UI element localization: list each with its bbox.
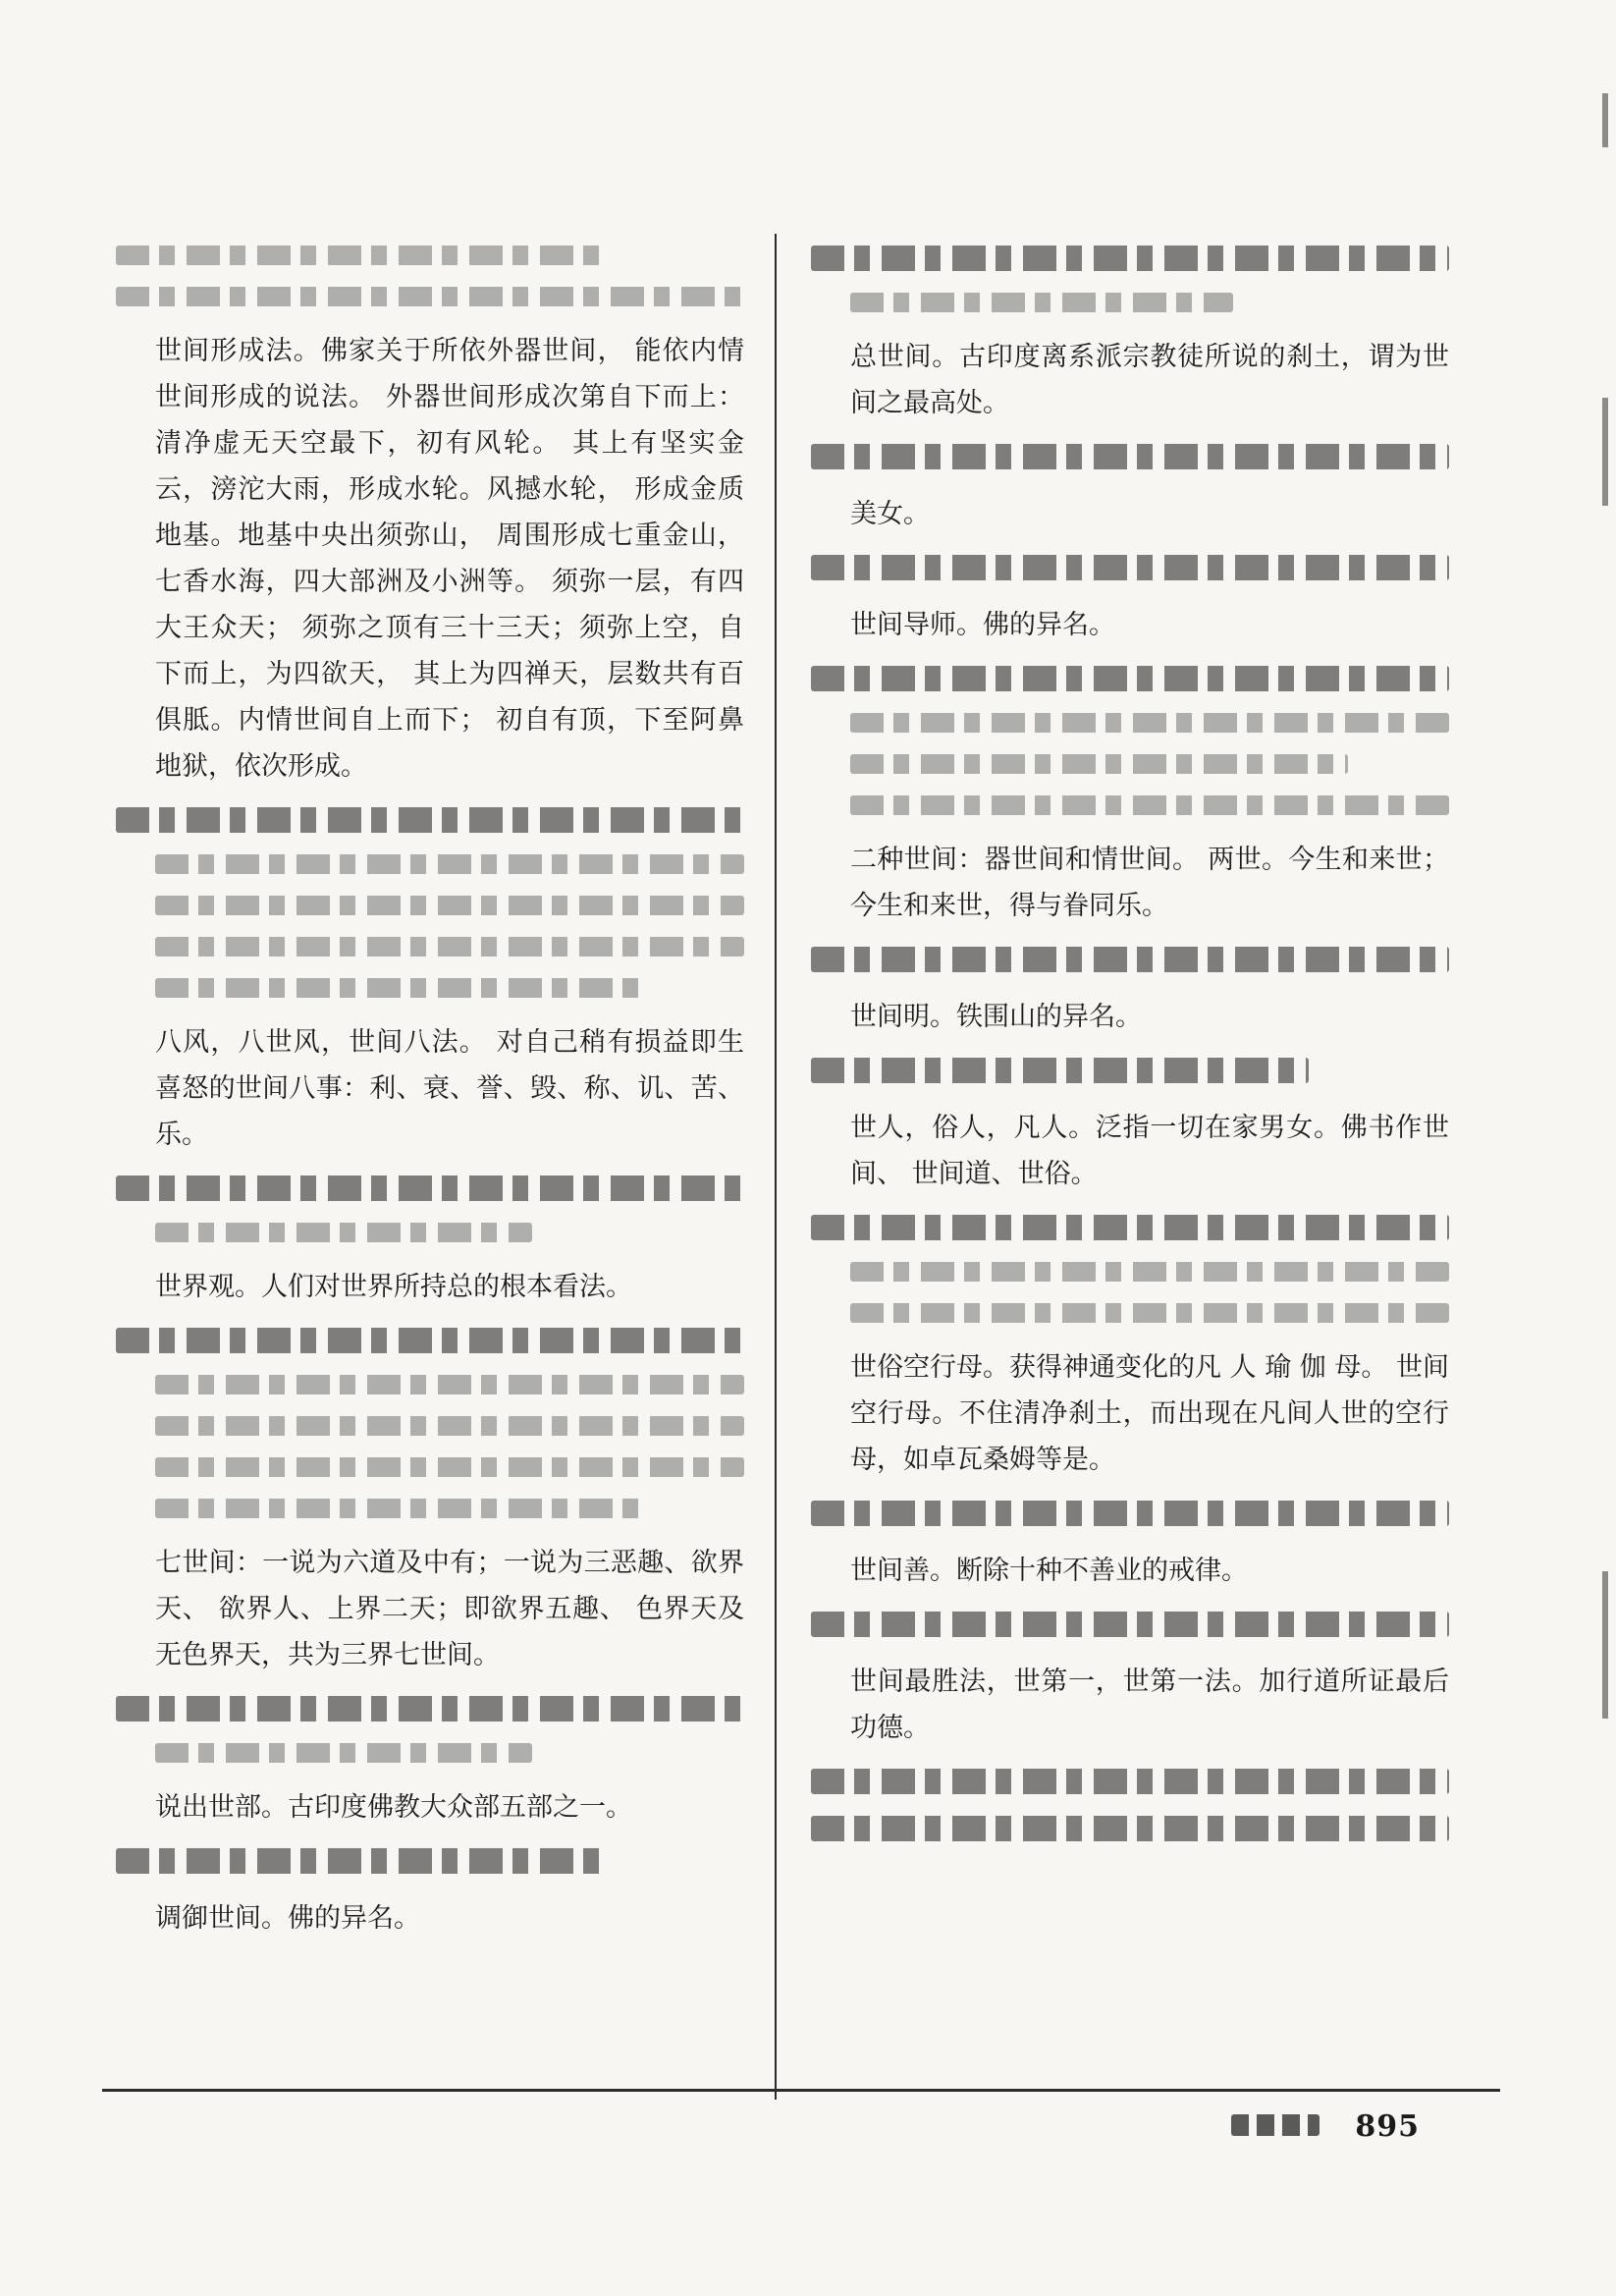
- dictionary-entry: [811, 444, 1449, 537]
- dictionary-entry: [811, 246, 1449, 426]
- tibetan-headword: [811, 555, 1449, 580]
- left-column: [116, 228, 744, 1957]
- tibetan-gloss-line: [850, 795, 1449, 815]
- tibetan-gloss-line: [155, 854, 744, 874]
- scan-edge-mark: [1602, 398, 1608, 506]
- tibetan-headword: [811, 246, 1449, 271]
- chinese-definition: 世间善。断除十种不善业的戒律。: [850, 1556, 1248, 1586]
- chinese-definition: 美女。: [850, 499, 930, 529]
- tibetan-headword: [116, 1696, 744, 1722]
- tibetan-headword: [811, 1612, 1449, 1637]
- tibetan-gloss-line: [155, 1743, 532, 1763]
- tibetan-headword: [811, 1501, 1449, 1526]
- tibetan-headword: [811, 1769, 1449, 1794]
- chinese-definition: 八风，八世风，世间八法。 对自己稍有损益即生喜怒的世间八事：利、衰、誉、毁、称、讥、苦、乐。: [155, 1027, 744, 1150]
- tibetan-gloss-line: [155, 1457, 744, 1477]
- dictionary-entry: [116, 807, 744, 1158]
- tibetan-headword: [811, 1058, 1309, 1083]
- dictionary-entry: [811, 1058, 1449, 1197]
- chinese-definition: 调御世间。佛的异名。: [155, 1903, 420, 1934]
- dictionary-entry: [116, 246, 744, 790]
- tibetan-gloss-line: [116, 246, 606, 265]
- tibetan-gloss-line: [155, 1416, 744, 1436]
- tibetan-headword: [116, 1175, 744, 1201]
- tibetan-headword: [116, 1328, 744, 1353]
- tibetan-gloss-line: [116, 287, 744, 306]
- chinese-definition: 总世间。古印度离系派宗教徒所说的刹土，谓为世间之最高处。: [850, 342, 1449, 418]
- tibetan-headword: [811, 666, 1449, 691]
- tibetan-gloss-line: [155, 978, 645, 998]
- chinese-definition: 世人，俗人，凡人。泛指一切在家男女。佛书作世间、 世间道、世俗。: [850, 1113, 1449, 1189]
- tibetan-gloss-line: [850, 754, 1348, 774]
- chinese-definition: 说出世部。古印度佛教大众部五部之一。: [155, 1792, 632, 1823]
- column-divider: [775, 234, 777, 2100]
- dictionary-entry: [811, 1769, 1449, 1841]
- tibetan-gloss-line: [850, 1262, 1449, 1282]
- tibetan-gloss-line: [155, 937, 744, 957]
- chinese-definition: 世俗空行母。获得神通变化的凡 人 瑜 伽 母。 世间空行母。不住清净刹土，而出现在凡间人世的空行母，如卓瓦桑姆等是。: [850, 1352, 1449, 1475]
- chinese-definition: 二种世间：器世间和情世间。 两世。今生和来世； 今生和来世，得与眷同乐。: [850, 845, 1449, 921]
- tibetan-headword: [116, 1848, 606, 1874]
- tibetan-gloss-line: [155, 1375, 744, 1394]
- tibetan-gloss-line: [155, 896, 744, 915]
- chinese-definition: 世间导师。佛的异名。: [850, 610, 1115, 640]
- scan-edge-mark: [1602, 93, 1608, 147]
- chinese-definition: 七世间：一说为六道及中有；一说为三恶趣、欲界天、 欲界人、上界二天；即欲界五趣、 色界天及无色界天，共为三界七世间。: [155, 1548, 744, 1670]
- tibetan-headword: [811, 1816, 1449, 1841]
- dictionary-entry: [116, 1328, 744, 1678]
- tibetan-gloss-line: [155, 1499, 645, 1518]
- chinese-definition: 世间最胜法，世第一，世第一法。加行道所证最后功德。: [850, 1667, 1449, 1743]
- right-column: [811, 228, 1449, 1863]
- tibetan-gloss-line: [850, 713, 1449, 733]
- dictionary-entry: [811, 947, 1449, 1040]
- page-number: 895: [1355, 2109, 1420, 2144]
- dictionary-entry: [811, 1215, 1449, 1483]
- dictionary-entry: [116, 1848, 744, 1941]
- dictionary-entry: [811, 1501, 1449, 1594]
- chinese-definition: 世间明。铁围山的异名。: [850, 1002, 1142, 1032]
- page-footer: [1231, 2109, 1420, 2144]
- scan-edge-mark: [1602, 1571, 1608, 1719]
- tibetan-headword: [116, 807, 744, 833]
- tibetan-headword: [811, 947, 1449, 972]
- tibetan-gloss-line: [850, 293, 1233, 312]
- dictionary-entry: [811, 666, 1449, 929]
- tibetan-headword: [811, 444, 1449, 469]
- dictionary-entry: [811, 1612, 1449, 1751]
- tibetan-gloss-line: [850, 1303, 1449, 1323]
- tibetan-headword: [811, 1215, 1449, 1240]
- tibetan-gloss-line: [155, 1223, 532, 1242]
- dictionary-entry: [116, 1175, 744, 1310]
- dictionary-entry: [116, 1696, 744, 1831]
- chinese-definition: 世界观。人们对世界所持总的根本看法。: [155, 1272, 632, 1302]
- footer-rule: [102, 2089, 1500, 2092]
- running-head-tibetan: [1231, 2114, 1320, 2136]
- dictionary-entry: [811, 555, 1449, 648]
- chinese-definition: 世间形成法。佛家关于所依外器世间， 能依内情世间形成的说法。 外器世间形成次第自下而上：清净虚无天空最下，初有风轮。 其上有坚实金云，滂沱大雨，形成水轮。风撼水轮， 形成金质地基。地基中央出须弥山， 周围形成七重金山，七香水海，四大部洲及小洲等。 须弥一层，有四大王众天； 须弥之顶有三十三天；须弥上空，自下而上，为四欲天， 其上为四禅天，层数共有百俱胝。内情世间自上而下； 初自有顶，下至阿鼻地狱，依次形成。: [155, 336, 744, 782]
